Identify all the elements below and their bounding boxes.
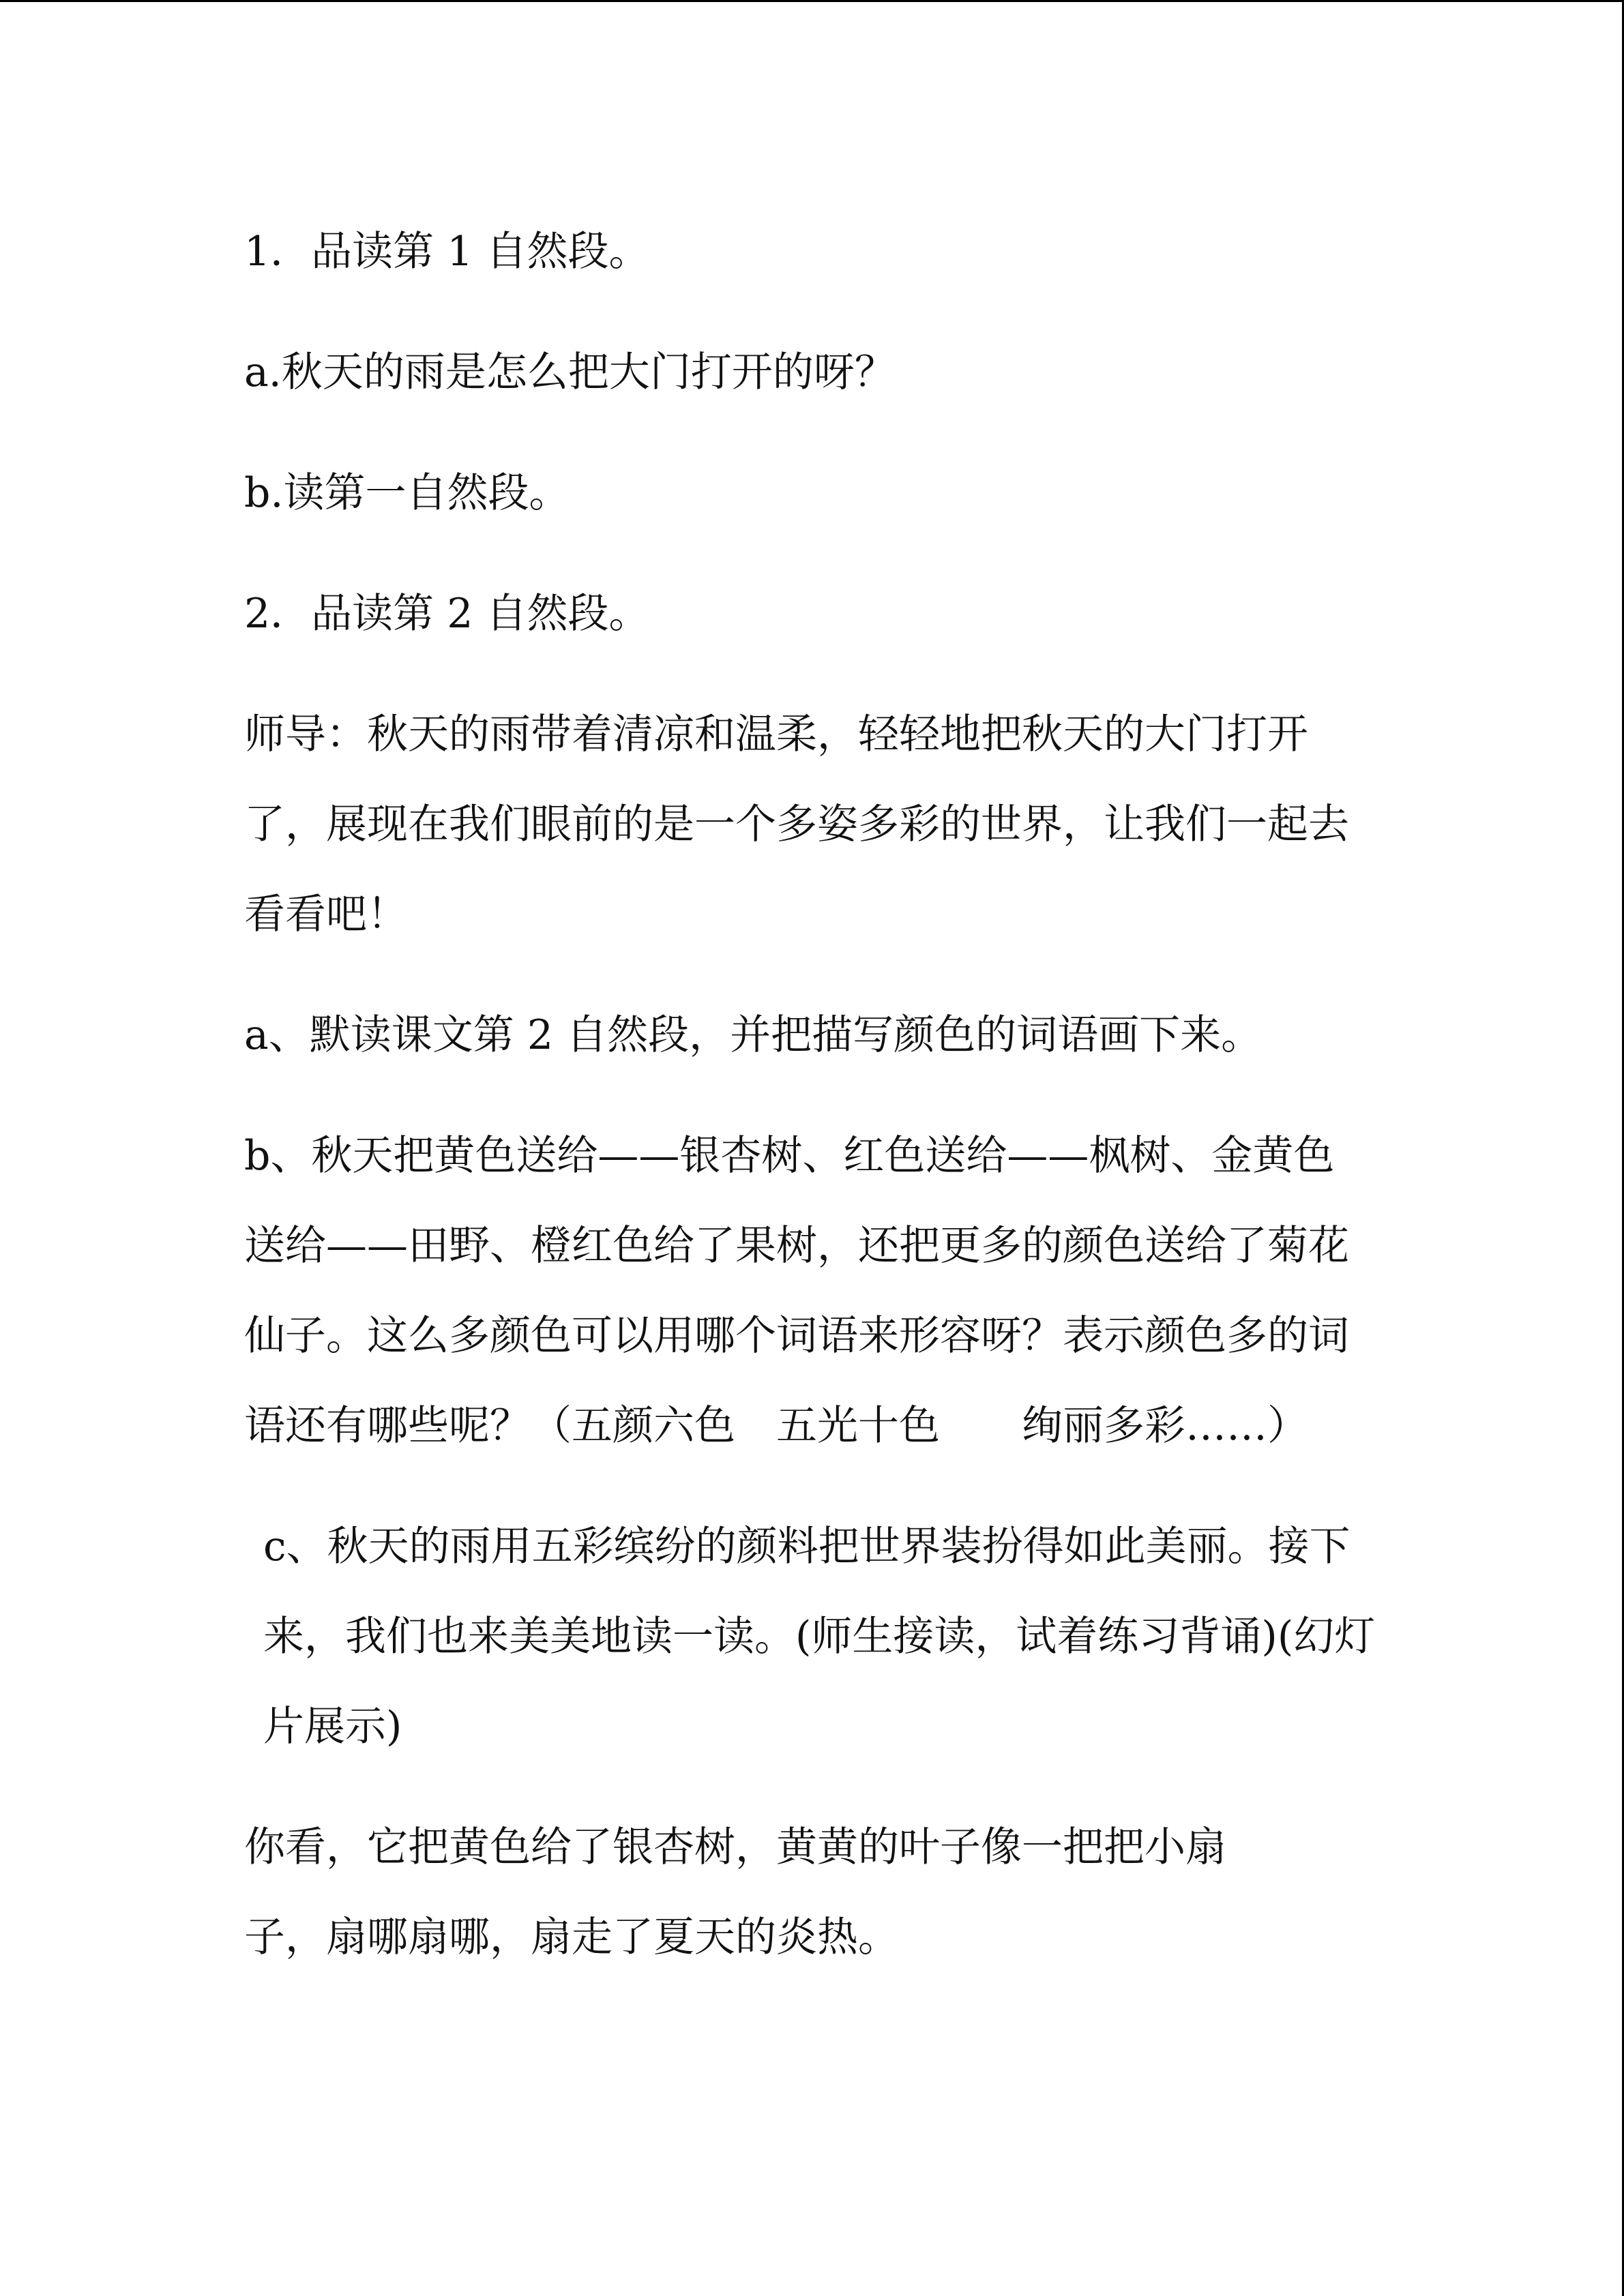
slide-text-paragraph: 你看，它把黄色给了银杏树，黄黄的叶子像一把把小扇子，扇哪扇哪，扇走了夏天的炎热。 xyxy=(244,1823,1226,1961)
heading-paragraph-1: 1．品读第 1 自然段。 xyxy=(244,228,650,275)
heading-paragraph-2: 2．品读第 2 自然段。 xyxy=(244,590,650,638)
question-a-paragraph-1: a.秋天的雨是怎么把大门打开的呀？ xyxy=(244,348,896,396)
task-b-paragraph-1: b.读第一自然段。 xyxy=(244,469,570,517)
teacher-guide-paragraph: 师导：秋天的雨带着清凉和温柔，轻轻地把秋天的大门打开了，展现在我们眼前的是一个多姿多彩的世界，让我们一起去看看吧！ xyxy=(244,711,1349,938)
task-b-paragraph-2: b、秋天把黄色送给——银杏树、红色送给——枫树、金黄色送给——田野、橙红色给了果树，还把更多的颜色送给了菊花仙子。这么多颜色可以用哪个词语来形容呀？表示颜色多的词语还有哪些呢？（五颜六色 五光十色 绚丽多彩……） xyxy=(244,1132,1349,1450)
document-body xyxy=(244,207,1376,2013)
task-c-paragraph-2: c、秋天的雨用五彩缤纷的颜料把世界装扮得如此美丽。接下来，我们也来美美地读一读。(师生接读，试着练习背诵)(幻灯片展示) xyxy=(263,1523,1376,1750)
task-a-paragraph-2: a、默读课文第 2 自然段，并把描写颜色的词语画下来。 xyxy=(244,1011,1263,1059)
